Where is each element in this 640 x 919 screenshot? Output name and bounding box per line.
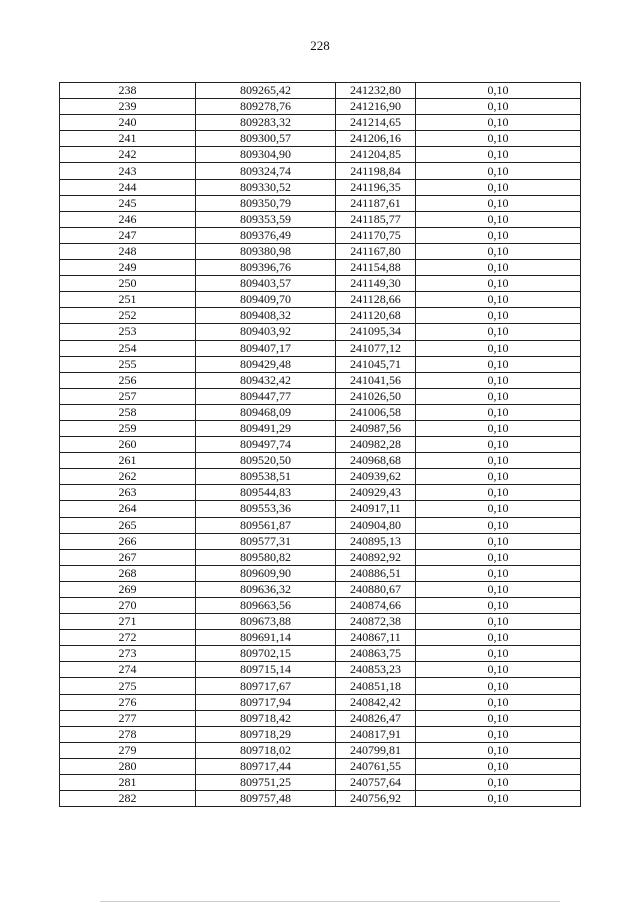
error-value-cell: 0,10 — [416, 581, 581, 597]
error-value-cell: 0,10 — [416, 372, 581, 388]
table-row — [60, 115, 581, 131]
y-coordinate-cell: 241170,75 — [336, 227, 416, 243]
error-value-cell: 0,10 — [416, 179, 581, 195]
point-number-cell: 261 — [60, 453, 196, 469]
point-number-cell: 265 — [60, 517, 196, 533]
table-row — [60, 565, 581, 581]
x-coordinate-cell: 809330,52 — [196, 179, 336, 195]
y-coordinate-cell: 240929,43 — [336, 485, 416, 501]
y-coordinate-cell: 241154,88 — [336, 260, 416, 276]
table-row — [60, 533, 581, 549]
x-coordinate-cell: 809538,51 — [196, 469, 336, 485]
x-coordinate-cell: 809409,70 — [196, 292, 336, 308]
x-coordinate-cell: 809491,29 — [196, 420, 336, 436]
point-number-cell: 278 — [60, 726, 196, 742]
y-coordinate-cell: 241026,50 — [336, 388, 416, 404]
y-coordinate-cell: 240799,81 — [336, 742, 416, 758]
y-coordinate-cell: 241045,71 — [336, 356, 416, 372]
x-coordinate-cell: 809577,31 — [196, 533, 336, 549]
y-coordinate-cell: 240982,28 — [336, 437, 416, 453]
x-coordinate-cell: 809497,74 — [196, 437, 336, 453]
x-coordinate-cell: 809580,82 — [196, 549, 336, 565]
table-row — [60, 211, 581, 227]
error-value-cell: 0,10 — [416, 678, 581, 694]
y-coordinate-cell: 241006,58 — [336, 404, 416, 420]
error-value-cell: 0,10 — [416, 163, 581, 179]
y-coordinate-cell: 241216,90 — [336, 99, 416, 115]
table-row — [60, 501, 581, 517]
y-coordinate-cell: 240880,67 — [336, 581, 416, 597]
point-number-cell: 282 — [60, 791, 196, 807]
table-row — [60, 517, 581, 533]
point-number-cell: 270 — [60, 598, 196, 614]
error-value-cell: 0,10 — [416, 115, 581, 131]
y-coordinate-cell: 241128,66 — [336, 292, 416, 308]
error-value-cell: 0,10 — [416, 485, 581, 501]
x-coordinate-cell: 809429,48 — [196, 356, 336, 372]
table-row — [60, 581, 581, 597]
y-coordinate-cell: 240842,42 — [336, 694, 416, 710]
y-coordinate-cell: 241185,77 — [336, 211, 416, 227]
table-row — [60, 646, 581, 662]
x-coordinate-cell: 809718,02 — [196, 742, 336, 758]
point-number-cell: 247 — [60, 227, 196, 243]
point-number-cell: 244 — [60, 179, 196, 195]
point-number-cell: 266 — [60, 533, 196, 549]
error-value-cell: 0,10 — [416, 694, 581, 710]
point-number-cell: 267 — [60, 549, 196, 565]
coordinates-table — [59, 82, 581, 807]
point-number-cell: 250 — [60, 276, 196, 292]
point-number-cell: 252 — [60, 308, 196, 324]
error-value-cell: 0,10 — [416, 404, 581, 420]
error-value-cell: 0,10 — [416, 791, 581, 807]
error-value-cell: 0,10 — [416, 662, 581, 678]
page-number: 228 — [310, 38, 330, 53]
table-row — [60, 372, 581, 388]
point-number-cell: 260 — [60, 437, 196, 453]
table-row — [60, 276, 581, 292]
point-number-cell: 279 — [60, 742, 196, 758]
error-value-cell: 0,10 — [416, 243, 581, 259]
x-coordinate-cell: 809691,14 — [196, 630, 336, 646]
error-value-cell: 0,10 — [416, 420, 581, 436]
table-row — [60, 324, 581, 340]
y-coordinate-cell: 240863,75 — [336, 646, 416, 662]
x-coordinate-cell: 809544,83 — [196, 485, 336, 501]
y-coordinate-cell: 240874,66 — [336, 598, 416, 614]
error-value-cell: 0,10 — [416, 630, 581, 646]
error-value-cell: 0,10 — [416, 469, 581, 485]
y-coordinate-cell: 241187,61 — [336, 195, 416, 211]
error-value-cell: 0,10 — [416, 308, 581, 324]
y-coordinate-cell: 241198,84 — [336, 163, 416, 179]
table-row — [60, 758, 581, 774]
error-value-cell: 0,10 — [416, 453, 581, 469]
y-coordinate-cell: 241214,65 — [336, 115, 416, 131]
point-number-cell: 249 — [60, 260, 196, 276]
page-bottom-edge — [100, 901, 560, 902]
table-row — [60, 404, 581, 420]
point-number-cell: 268 — [60, 565, 196, 581]
point-number-cell: 262 — [60, 469, 196, 485]
table-row — [60, 485, 581, 501]
error-value-cell: 0,10 — [416, 501, 581, 517]
point-number-cell: 248 — [60, 243, 196, 259]
point-number-cell: 272 — [60, 630, 196, 646]
y-coordinate-cell: 240895,13 — [336, 533, 416, 549]
x-coordinate-cell: 809304,90 — [196, 147, 336, 163]
point-number-cell: 264 — [60, 501, 196, 517]
x-coordinate-cell: 809751,25 — [196, 775, 336, 791]
x-coordinate-cell: 809717,94 — [196, 694, 336, 710]
coordinates-table-body — [60, 83, 581, 807]
x-coordinate-cell: 809432,42 — [196, 372, 336, 388]
x-coordinate-cell: 809278,76 — [196, 99, 336, 115]
error-value-cell: 0,10 — [416, 437, 581, 453]
table-row — [60, 195, 581, 211]
x-coordinate-cell: 809718,29 — [196, 726, 336, 742]
y-coordinate-cell: 241041,56 — [336, 372, 416, 388]
y-coordinate-cell: 240853,23 — [336, 662, 416, 678]
y-coordinate-cell: 240867,11 — [336, 630, 416, 646]
x-coordinate-cell: 809408,32 — [196, 308, 336, 324]
x-coordinate-cell: 809324,74 — [196, 163, 336, 179]
point-number-cell: 238 — [60, 83, 196, 99]
error-value-cell: 0,10 — [416, 292, 581, 308]
table-row — [60, 469, 581, 485]
point-number-cell: 277 — [60, 710, 196, 726]
table-row — [60, 791, 581, 807]
x-coordinate-cell: 809757,48 — [196, 791, 336, 807]
table-row — [60, 775, 581, 791]
y-coordinate-cell: 240826,47 — [336, 710, 416, 726]
y-coordinate-cell: 240886,51 — [336, 565, 416, 581]
x-coordinate-cell: 809717,67 — [196, 678, 336, 694]
x-coordinate-cell: 809561,87 — [196, 517, 336, 533]
y-coordinate-cell: 241077,12 — [336, 340, 416, 356]
point-number-cell: 257 — [60, 388, 196, 404]
table-row — [60, 131, 581, 147]
error-value-cell: 0,10 — [416, 131, 581, 147]
error-value-cell: 0,10 — [416, 646, 581, 662]
table-row — [60, 260, 581, 276]
table-row — [60, 227, 581, 243]
x-coordinate-cell: 809283,32 — [196, 115, 336, 131]
table-row — [60, 598, 581, 614]
point-number-cell: 276 — [60, 694, 196, 710]
table-row — [60, 179, 581, 195]
error-value-cell: 0,10 — [416, 340, 581, 356]
y-coordinate-cell: 241095,34 — [336, 324, 416, 340]
y-coordinate-cell: 240851,18 — [336, 678, 416, 694]
x-coordinate-cell: 809265,42 — [196, 83, 336, 99]
error-value-cell: 0,10 — [416, 549, 581, 565]
x-coordinate-cell: 809702,15 — [196, 646, 336, 662]
table-row — [60, 308, 581, 324]
point-number-cell: 256 — [60, 372, 196, 388]
error-value-cell: 0,10 — [416, 710, 581, 726]
table-row — [60, 147, 581, 163]
point-number-cell: 239 — [60, 99, 196, 115]
point-number-cell: 259 — [60, 420, 196, 436]
point-number-cell: 255 — [60, 356, 196, 372]
y-coordinate-cell: 240761,55 — [336, 758, 416, 774]
error-value-cell: 0,10 — [416, 517, 581, 533]
x-coordinate-cell: 809350,79 — [196, 195, 336, 211]
error-value-cell: 0,10 — [416, 565, 581, 581]
x-coordinate-cell: 809673,88 — [196, 614, 336, 630]
point-number-cell: 253 — [60, 324, 196, 340]
point-number-cell: 246 — [60, 211, 196, 227]
error-value-cell: 0,10 — [416, 614, 581, 630]
point-number-cell: 240 — [60, 115, 196, 131]
error-value-cell: 0,10 — [416, 598, 581, 614]
x-coordinate-cell: 809718,42 — [196, 710, 336, 726]
point-number-cell: 243 — [60, 163, 196, 179]
y-coordinate-cell: 240817,91 — [336, 726, 416, 742]
x-coordinate-cell: 809396,76 — [196, 260, 336, 276]
table-row — [60, 83, 581, 99]
table-row — [60, 614, 581, 630]
table-row — [60, 420, 581, 436]
point-number-cell: 281 — [60, 775, 196, 791]
point-number-cell: 274 — [60, 662, 196, 678]
point-number-cell: 245 — [60, 195, 196, 211]
x-coordinate-cell: 809717,44 — [196, 758, 336, 774]
y-coordinate-cell: 241167,80 — [336, 243, 416, 259]
table-row — [60, 694, 581, 710]
x-coordinate-cell: 809715,14 — [196, 662, 336, 678]
y-coordinate-cell: 240939,62 — [336, 469, 416, 485]
error-value-cell: 0,10 — [416, 276, 581, 292]
x-coordinate-cell: 809468,09 — [196, 404, 336, 420]
point-number-cell: 254 — [60, 340, 196, 356]
table-row — [60, 340, 581, 356]
x-coordinate-cell: 809403,92 — [196, 324, 336, 340]
error-value-cell: 0,10 — [416, 83, 581, 99]
y-coordinate-cell: 240872,38 — [336, 614, 416, 630]
point-number-cell: 258 — [60, 404, 196, 420]
table-row — [60, 356, 581, 372]
error-value-cell: 0,10 — [416, 533, 581, 549]
error-value-cell: 0,10 — [416, 356, 581, 372]
y-coordinate-cell: 240756,92 — [336, 791, 416, 807]
y-coordinate-cell: 240968,68 — [336, 453, 416, 469]
table-row — [60, 630, 581, 646]
point-number-cell: 275 — [60, 678, 196, 694]
y-coordinate-cell: 241120,68 — [336, 308, 416, 324]
y-coordinate-cell: 241196,35 — [336, 179, 416, 195]
error-value-cell: 0,10 — [416, 260, 581, 276]
point-number-cell: 251 — [60, 292, 196, 308]
point-number-cell: 280 — [60, 758, 196, 774]
y-coordinate-cell: 240917,11 — [336, 501, 416, 517]
x-coordinate-cell: 809609,90 — [196, 565, 336, 581]
table-row — [60, 453, 581, 469]
point-number-cell: 269 — [60, 581, 196, 597]
y-coordinate-cell: 241206,16 — [336, 131, 416, 147]
error-value-cell: 0,10 — [416, 742, 581, 758]
table-row — [60, 726, 581, 742]
table-row — [60, 243, 581, 259]
error-value-cell: 0,10 — [416, 775, 581, 791]
table-row — [60, 292, 581, 308]
x-coordinate-cell: 809447,77 — [196, 388, 336, 404]
x-coordinate-cell: 809553,36 — [196, 501, 336, 517]
y-coordinate-cell: 240904,80 — [336, 517, 416, 533]
table-row — [60, 678, 581, 694]
x-coordinate-cell: 809663,56 — [196, 598, 336, 614]
table-row — [60, 710, 581, 726]
error-value-cell: 0,10 — [416, 147, 581, 163]
y-coordinate-cell: 241149,30 — [336, 276, 416, 292]
point-number-cell: 273 — [60, 646, 196, 662]
error-value-cell: 0,10 — [416, 227, 581, 243]
y-coordinate-cell: 241232,80 — [336, 83, 416, 99]
y-coordinate-cell: 240987,56 — [336, 420, 416, 436]
error-value-cell: 0,10 — [416, 211, 581, 227]
point-number-cell: 271 — [60, 614, 196, 630]
x-coordinate-cell: 809300,57 — [196, 131, 336, 147]
table-row — [60, 163, 581, 179]
error-value-cell: 0,10 — [416, 388, 581, 404]
error-value-cell: 0,10 — [416, 758, 581, 774]
error-value-cell: 0,10 — [416, 195, 581, 211]
table-row — [60, 549, 581, 565]
x-coordinate-cell: 809520,50 — [196, 453, 336, 469]
point-number-cell: 241 — [60, 131, 196, 147]
point-number-cell: 242 — [60, 147, 196, 163]
point-number-cell: 263 — [60, 485, 196, 501]
table-row — [60, 437, 581, 453]
table-row — [60, 742, 581, 758]
x-coordinate-cell: 809403,57 — [196, 276, 336, 292]
y-coordinate-cell: 240757,64 — [336, 775, 416, 791]
x-coordinate-cell: 809407,17 — [196, 340, 336, 356]
y-coordinate-cell: 241204,85 — [336, 147, 416, 163]
error-value-cell: 0,10 — [416, 726, 581, 742]
x-coordinate-cell: 809636,32 — [196, 581, 336, 597]
x-coordinate-cell: 809376,49 — [196, 227, 336, 243]
y-coordinate-cell: 240892,92 — [336, 549, 416, 565]
x-coordinate-cell: 809380,98 — [196, 243, 336, 259]
table-row — [60, 99, 581, 115]
table-row — [60, 388, 581, 404]
x-coordinate-cell: 809353,59 — [196, 211, 336, 227]
error-value-cell: 0,10 — [416, 99, 581, 115]
table-row — [60, 662, 581, 678]
error-value-cell: 0,10 — [416, 324, 581, 340]
